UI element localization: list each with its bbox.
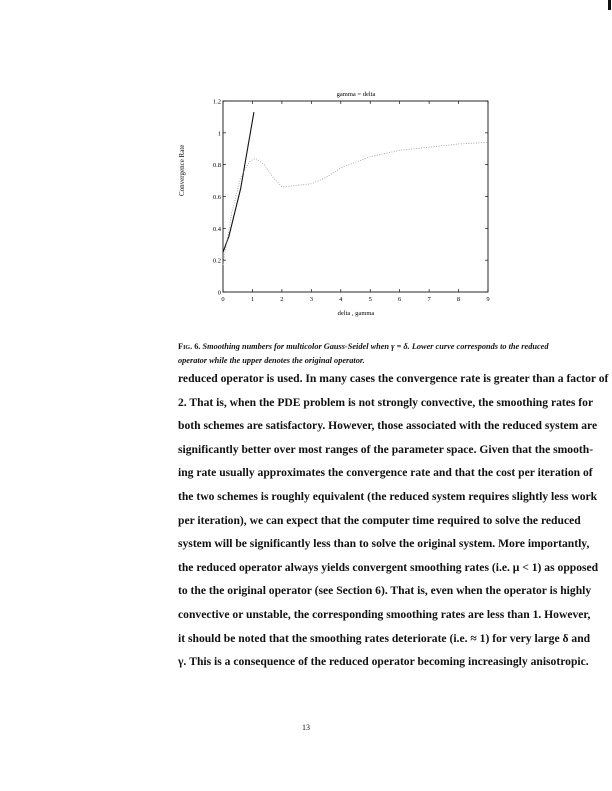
text-line: the reduced operator always yields convergent smoothing rates (i.e. μ < 1) as opposed xyxy=(178,560,599,574)
y-tick-label: 1 xyxy=(217,130,221,138)
text-line: both schemes are satisfactory. However, those associated with the reduced system are xyxy=(178,419,598,433)
chart-title: gamma = delta xyxy=(336,91,376,98)
y-tick-label: 0 xyxy=(217,289,221,297)
y-tick-label: 0.2 xyxy=(212,257,221,265)
figure-caption xyxy=(178,340,568,368)
text-line: system will be significantly less than to solve the original system. More importantly, xyxy=(178,537,590,551)
text-line: to the the original operator (see Section 6). That is, even when the operator is highly xyxy=(178,584,592,598)
text-line: 2. That is, when the PDE problem is not strongly convective, the smoothing rates for xyxy=(178,395,594,409)
x-tick-label: 0 xyxy=(221,296,225,303)
figure-label: Fig. 6. xyxy=(178,342,201,351)
x-tick-label: 3 xyxy=(309,296,313,303)
text-line: it should be noted that the smoothing rates deteriorate (i.e. ≈ 1) for very large δ and xyxy=(178,631,591,645)
x-tick-label: 5 xyxy=(368,296,372,303)
text-line: per iteration), we can expect that the computer time required to solve the reduced xyxy=(178,513,581,527)
y-tick-label: 1.2 xyxy=(212,98,221,106)
text-line: γ. This is a consequence of the reduced operator becoming increasingly anisotropic. xyxy=(178,655,589,669)
x-tick-label: 2 xyxy=(280,296,284,303)
caption-text: Smoothing numbers for multicolor Gauss-Seidel when γ = δ. Lower curve corresponds to the reduced operator while the upper denotes the original operator. xyxy=(178,342,549,365)
convergence-chart xyxy=(0,0,612,330)
y-tick-label: 0.6 xyxy=(212,194,221,201)
plot-frame xyxy=(223,101,488,292)
x-tick-label: 9 xyxy=(486,296,490,303)
x-tick-label: 6 xyxy=(398,296,402,303)
x-tick-label: 8 xyxy=(456,296,461,303)
text-line: reduced operator is used. In many cases the convergence rate is greater than a factor of xyxy=(178,372,609,385)
text-line: the two schemes is roughly equivalent (the reduced system requires slightly less work xyxy=(178,490,598,503)
y-tick-label: 0.8 xyxy=(212,162,221,170)
y-tick-label: 0.4 xyxy=(212,225,221,233)
y-axis-label: Convergence Rate xyxy=(178,144,186,196)
page-number: 13 xyxy=(302,723,310,732)
x-tick-label: 7 xyxy=(427,296,431,303)
x-tick-label: 4 xyxy=(339,296,343,303)
text-line: ing rate usually approximates the convergence rate and that the cost per iteration of xyxy=(178,466,593,480)
original-operator-curve xyxy=(223,112,254,252)
x-tick-label: 1 xyxy=(250,296,255,303)
text-line: significantly better over most ranges of the parameter space. Given that the smooth- xyxy=(178,442,594,456)
x-axis-label: delta , gamma xyxy=(337,310,375,317)
reduced-operator-curve xyxy=(223,142,488,265)
text-line: convective or unstable, the corresponding smoothing rates are less than 1. However, xyxy=(178,608,591,621)
